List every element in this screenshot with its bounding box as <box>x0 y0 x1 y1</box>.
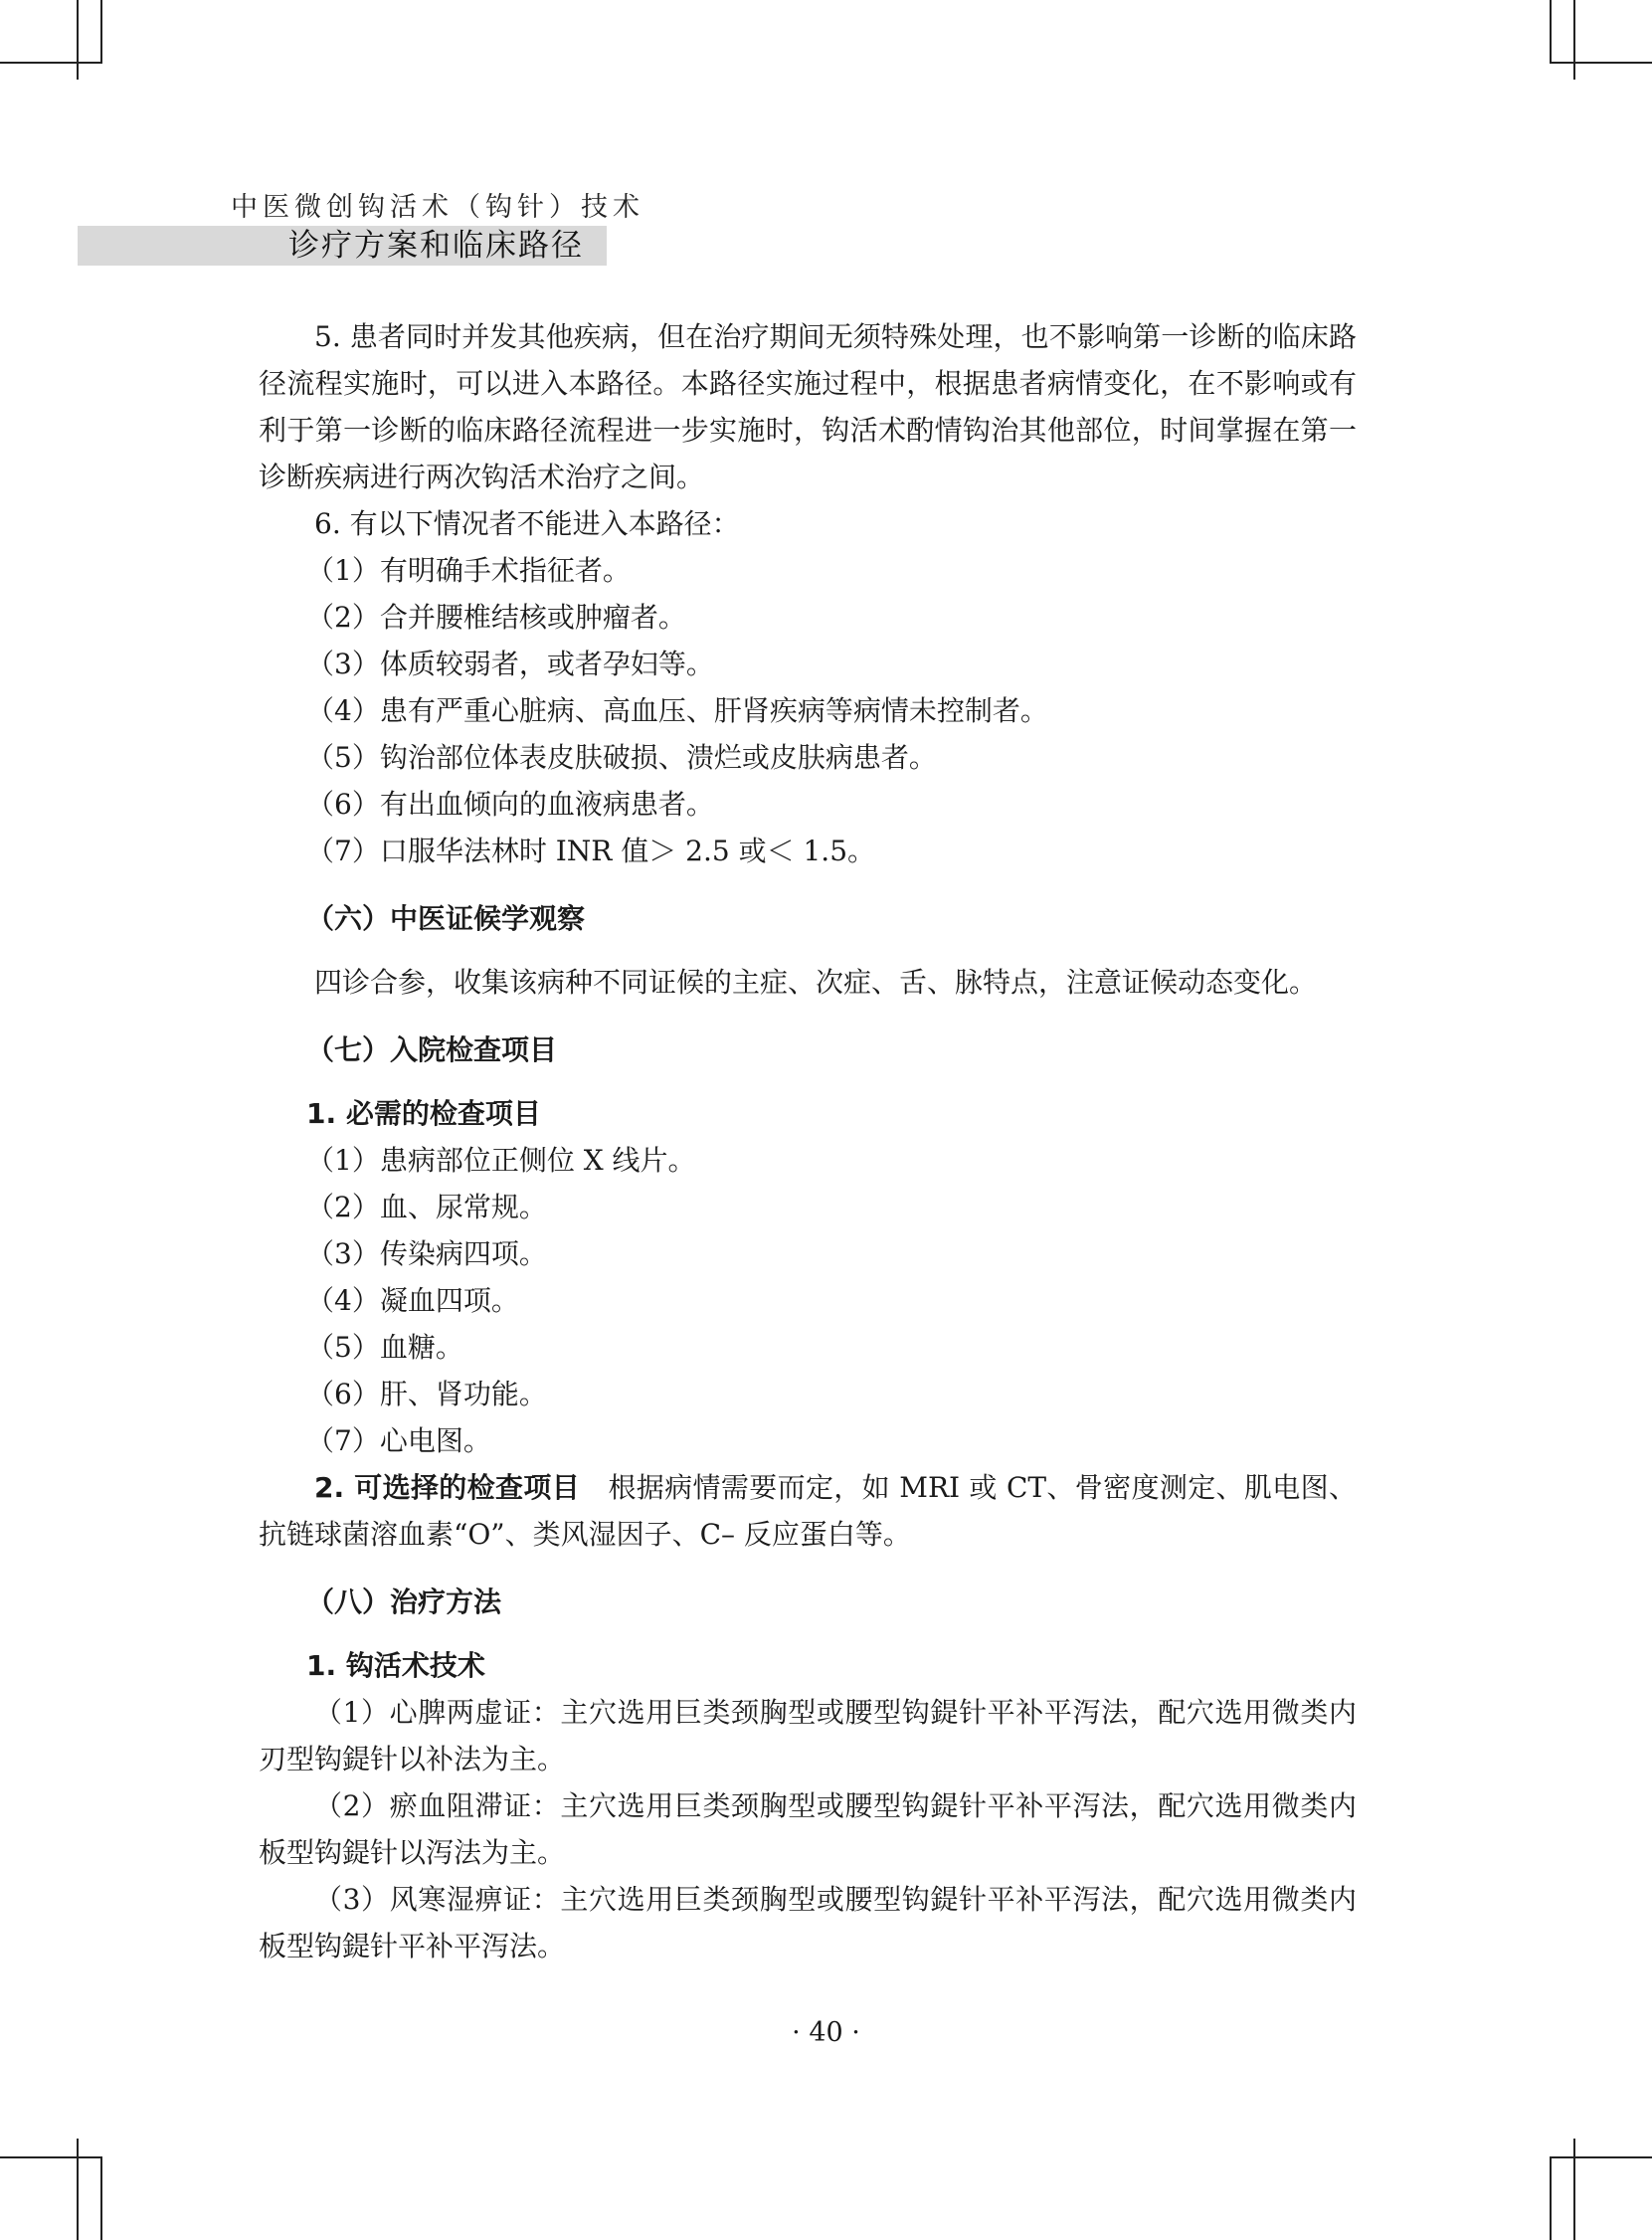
list-item: （6）有出血倾向的血液病患者。 <box>306 788 714 821</box>
list-item: （1）有明确手术指征者。 <box>306 554 631 587</box>
crop-mark <box>100 0 102 64</box>
optional-tests-paragraph <box>259 1464 1357 1558</box>
subheading-required-tests: 1. 必需的检查项目 <box>306 1097 541 1130</box>
crop-mark <box>77 2139 79 2240</box>
list-item: （2）瘀血阻滞证：主穴选用巨类颈胸型或腰型钩鍉针平补平泻法，配穴选用微类内板型钩鍉针以泻法为主。 <box>259 1789 1357 1869</box>
crop-mark <box>1550 2156 1652 2158</box>
subheading-technique: 1. 钩活术技术 <box>306 1649 485 1682</box>
list-item: （6）肝、肾功能。 <box>306 1378 547 1410</box>
crop-mark <box>1573 0 1575 80</box>
section-heading-6: （六）中医证候学观察 <box>306 902 586 935</box>
list-item: （4）患有严重心脏病、高血压、肝肾疾病等病情未控制者。 <box>306 694 1048 727</box>
list-item: （5）钩治部位体表皮肤破损、溃烂或皮肤病患者。 <box>306 741 937 774</box>
section-6-text: 四诊合参，收集该病种不同证候的主症、次症、舌、脉特点，注意证候动态变化。 <box>314 966 1318 999</box>
section-heading-7: （七）入院检查项目 <box>306 1033 558 1066</box>
list-item: （2）血、尿常规。 <box>306 1191 547 1223</box>
crop-mark <box>1573 2139 1575 2240</box>
list-item: （2）合并腰椎结核或肿瘤者。 <box>306 601 686 634</box>
list-item: （4）凝血四项。 <box>306 1284 519 1317</box>
list-item: （1）心脾两虚证：主穴选用巨类颈胸型或腰型钩鍉针平补平泻法，配穴选用微类内刃型钩鍉针以补法为主。 <box>259 1696 1357 1775</box>
page-body <box>259 313 1357 1969</box>
crop-mark <box>100 2156 102 2240</box>
list-item: （1）患病部位正侧位 X 线片。 <box>306 1144 696 1177</box>
list-item: （5）血糖。 <box>306 1331 463 1364</box>
list-item: （7）口服华法林时 INR 值＞ 2.5 或＜ 1.5。 <box>306 835 876 867</box>
optional-tests-text: 根据病情需要而定，如 MRI 或 CT、骨密度测定、肌电图、抗链球菌溶血素“O”、类风湿因子、C– 反应蛋白等。 <box>259 1471 1357 1551</box>
list-item: （3）风寒湿痹证：主穴选用巨类颈胸型或腰型钩鍉针平补平泻法，配穴选用微类内板型钩鍉针平补平泻法。 <box>259 1883 1357 1962</box>
paragraph-5: 5. 患者同时并发其他疾病，但在治疗期间无须特殊处理，也不影响第一诊断的临床路径流程实施时，可以进入本路径。本路径实施过程中，根据患者病情变化，在不影响或有利于第一诊断的临床路径流程进一步实施时，钩活术酌情钩治其他部位，时间掌握在第一诊断疾病进行两次钩活术治疗之间。 <box>259 320 1357 493</box>
section-heading-8: （八）治疗方法 <box>306 1586 502 1618</box>
crop-mark <box>1550 62 1652 64</box>
page-number: · 40 · <box>792 2017 860 2048</box>
crop-mark <box>1550 2156 1552 2240</box>
crop-mark <box>0 62 102 64</box>
subheading-optional-tests: 2. 可选择的检查项目 <box>314 1471 581 1504</box>
list-item: （3）传染病四项。 <box>306 1237 547 1270</box>
section-title: 诊疗方案和临床路径 <box>288 228 584 264</box>
list-item: （7）心电图。 <box>306 1424 491 1457</box>
book-title: 中医微创钩活术（钩针）技术 <box>231 192 644 223</box>
paragraph-6: 6. 有以下情况者不能进入本路径： <box>314 507 740 540</box>
crop-mark <box>1550 0 1552 64</box>
crop-mark <box>0 2156 102 2158</box>
crop-mark <box>77 0 79 80</box>
list-item: （3）体质较弱者，或者孕妇等。 <box>306 648 714 680</box>
